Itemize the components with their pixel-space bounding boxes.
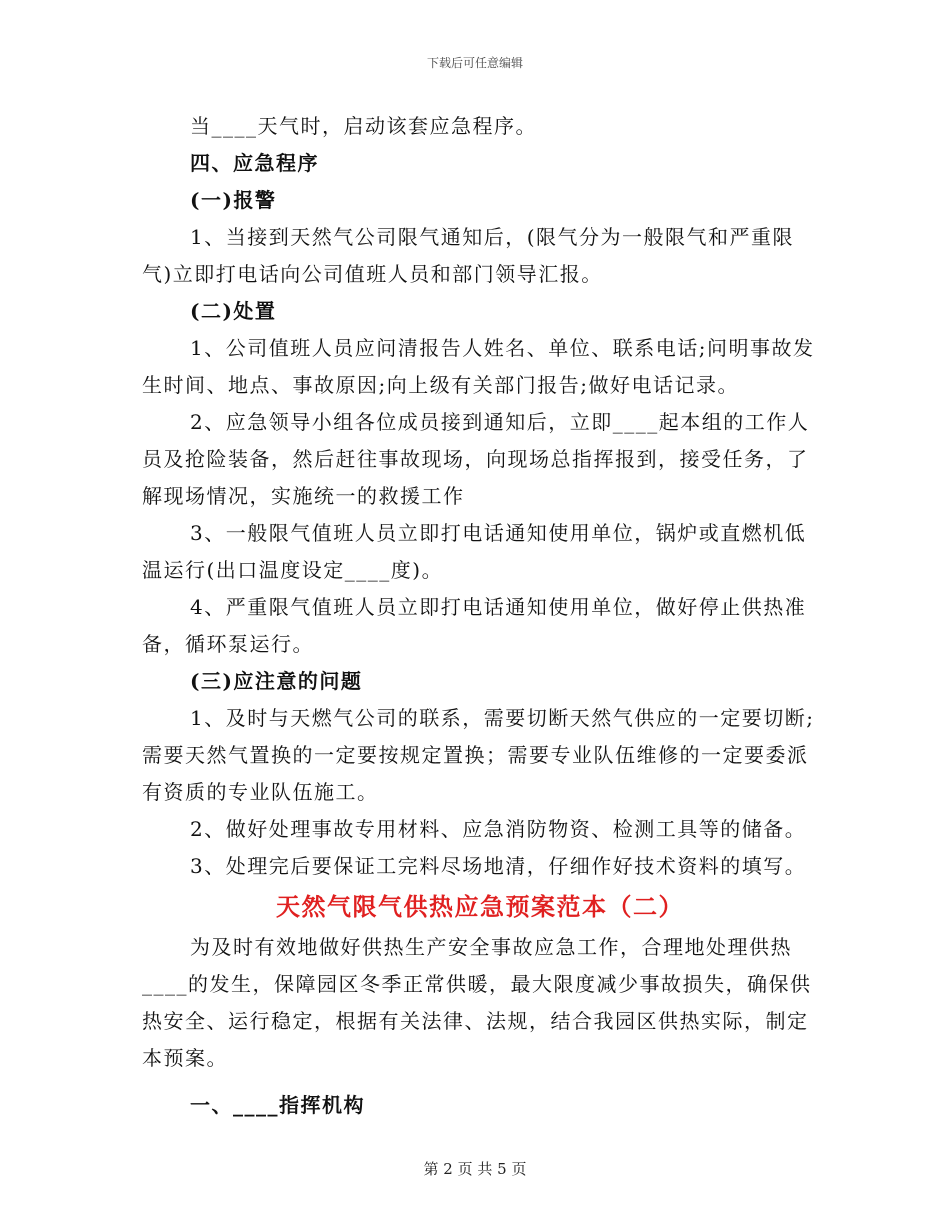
section-title: 天然气限气供热应急预案范本（二） [276, 892, 684, 921]
heading-alarm: (一)报警 [190, 188, 277, 212]
paragraph-handling-2: 2、应急领导小组各位成员接到通知后，立即____起本组的工作人员及抢险装备，然后赶往事故现场，向现场总指挥报到，接受任务，了解现场情况，实施统一的救援工作 [142, 410, 810, 508]
page-number: 第 2 页 共 5 页 [423, 1160, 527, 1178]
paragraph-start-condition: 当____天气时，启动该套应急程序。 [190, 114, 537, 138]
paragraph-notes-3: 3、处理完后要保证工完料尽场地清，仔细作好技术资料的填写。 [190, 854, 807, 878]
document-body [142, 108, 818, 1124]
paragraph-handling-4: 4、严重限气值班人员立即打电话通知使用单位，做好停止供热准备，循环泵运行。 [142, 595, 807, 656]
paragraph-handling-3: 3、一般限气值班人员立即打电话通知使用单位，锅炉或直燃机低温运行(出口温度设定____度)。 [142, 521, 807, 582]
page-header: 下载后可任意编辑 [426, 56, 523, 70]
paragraph-notes-2: 2、做好处理事故专用材料、应急消防物资、检测工具等的储备。 [190, 817, 807, 841]
paragraph-handling-1: 1、公司值班人员应问清报告人姓名、单位、联系电话;问明事故发生时间、地点、事故原因;向上级有关部门报告;做好电话记录。 [142, 336, 815, 397]
spacer [142, 1077, 818, 1087]
heading-handling: (二)处置 [190, 299, 277, 323]
heading-command-organization: 一、____指挥机构 [190, 1093, 365, 1117]
paragraph-intro: 为及时有效地做好供热生产安全事故应急工作，合理地处理供热____的发生，保障园区冬季正常供暖，最大限度减少事故损失，确保供热安全、运行稳定，根据有关法律、法规，结合我园区供热实际，制定本预案。 [142, 935, 812, 1070]
paragraph-alarm-1: 1、当接到天然气公司限气通知后，(限气分为一般限气和严重限气)立即打电话向公司值班人员和部门领导汇报。 [142, 225, 795, 286]
heading-notes: (三)应注意的问题 [190, 669, 363, 693]
heading-emergency-procedure: 四、应急程序 [190, 151, 319, 175]
paragraph-notes-1: 1、及时与天燃气公司的联系，需要切断天然气供应的一定要切断;需要天然气置换的一定要按规定置换；需要专业队伍维修的一定要委派有资质的专业队伍施工。 [142, 706, 815, 804]
